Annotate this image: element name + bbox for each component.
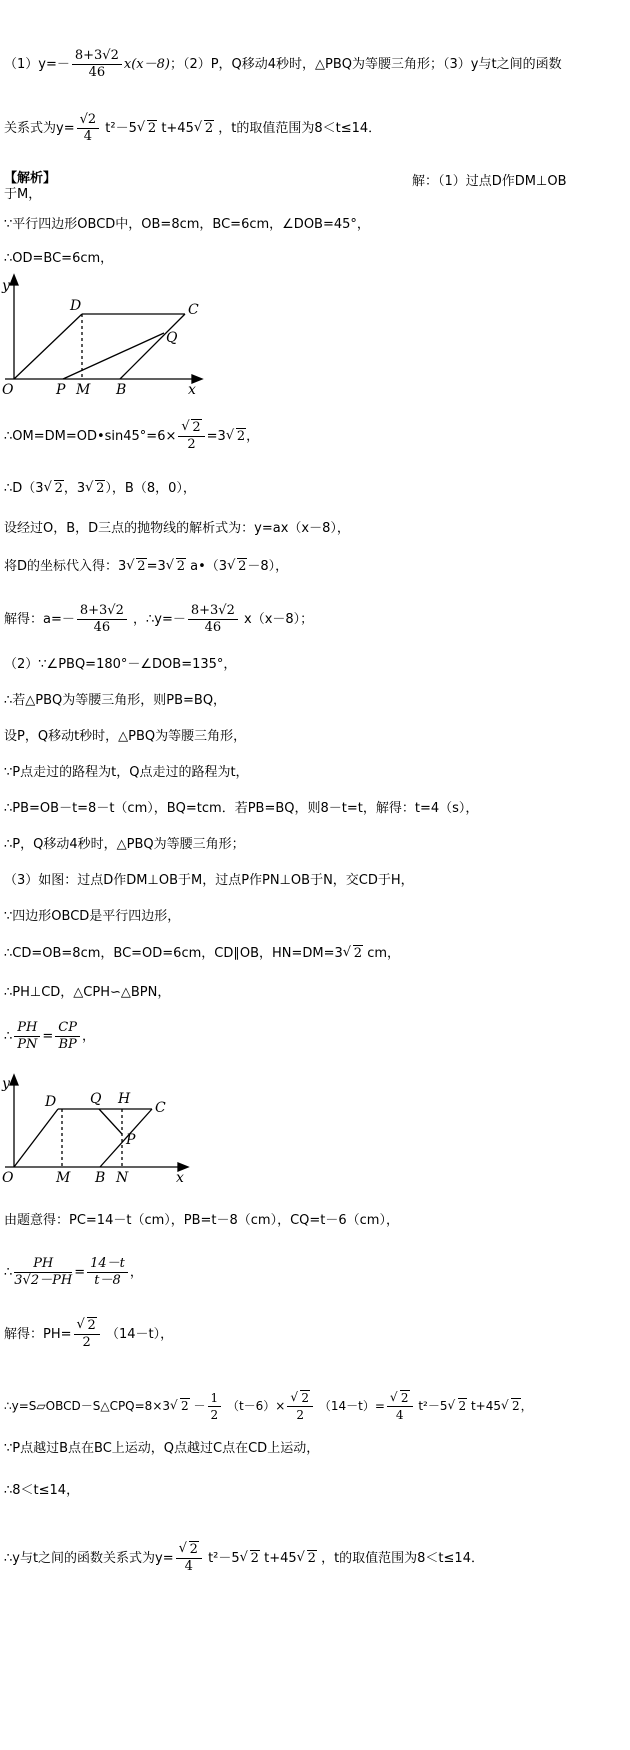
solution-text: ∵四边形OBCD是平行四边形， [4,909,181,924]
solution-line-ratio: ∴ $\frac{PH}{PN}$ = $\frac{CP}{BP}$ ， [4,1020,95,1052]
sqrt: √ 2 [126,558,146,576]
sqrt: √ 2 [194,120,214,138]
fig2-label-C: C [155,1100,166,1116]
fig2-label-O: O [2,1170,14,1186]
fraction: $\frac{8+3√2}{46}$ [77,603,127,636]
sqrt: √ 2 [166,558,186,576]
solution-line-om: ∴OM=DM=OD•sin45°=6× √ $\frac{2}{2}$ =3√ 2， [4,420,259,453]
fraction: $\frac{√2}{4}$ [77,112,100,145]
solution-text: ∴PB=OB－t=8－t（cm），BQ=tcm．若PB=BQ，则8－t=t，解得：t=4（s）， [4,801,479,816]
solution-text: ∴P，Q移动4秒时，△PBQ为等腰三角形； [4,837,245,852]
fig2-label-B: B [95,1170,106,1186]
fig1-label-B: B [116,382,127,398]
sqrt: √ 2 [227,558,247,576]
fig2-label-y: y [2,1076,10,1092]
solution-text: ∵平行四边形OBCD中，OB=8cm，BC=6cm，∠DOB=45°， [4,217,370,232]
fraction: √ $\frac{2}{2}$ [178,420,204,453]
solution-conclusion: ∴y与t之间的函数关系式为y= √ $\frac{2}{4}$ t²－5√ 2 t+45√ 2 ，t的取值范围为8＜t≤14． [4,1542,484,1575]
solution-text: 设P，Q移动t秒时，△PBQ为等腰三角形， [4,729,247,744]
fig2-label-P: P [126,1132,136,1148]
fig2-label-Q: Q [90,1091,102,1107]
fig2-label-D: D [45,1094,57,1110]
answer-text: （1）y=－ [4,57,70,72]
fig1-label-x: x [188,382,196,398]
solution-text: 于M， [4,187,42,202]
sqrt: √ 2 [226,428,246,446]
solution-text: （2）∵∠PBQ=180°－∠DOB=135°， [4,657,237,672]
solution-line-proportion: ∴ $\frac{PH}{3√2-PH}$ = $\frac{14-t}{t-8}$ ， [4,1256,143,1288]
fig2-label-M: M [56,1170,71,1186]
figure-2 [0,1072,210,1197]
fig2-label-N: N [116,1170,129,1186]
answer-line-1 [4,48,562,81]
solution-text: ∴OD=BC=6cm， [4,251,114,266]
fig1-label-P: P [56,382,66,398]
solution-line-substitute: 将D的坐标代入得：3√ 2=3√ 2 a•（3√ 2－8）， [4,558,288,576]
fig1-label-y: y [2,278,10,294]
fig2-label-H: H [118,1091,131,1107]
sqrt: √ 2 [85,480,105,498]
sqrt: √ 2 [137,120,157,138]
sqrt: √ 2 [44,480,64,498]
fig1-label-O: O [2,382,14,398]
solution-line-coords: ∴D（3√ 2，3√ 2），B（8，0）， [4,480,196,498]
answer-text: x(x－8) [123,57,170,72]
analysis-heading: 【解析】 [4,171,57,186]
fig1-label-Q: Q [166,330,178,346]
solution-line-a: 解得：a=－ $\frac{8+3√2}{46}$ ，∴y=－ $\frac{8+3√2}{46}$ x（x－8）； [4,603,314,635]
fig1-label-C: C [188,302,199,318]
fig2-label-x: x [176,1170,184,1186]
figure-1 [0,272,230,402]
fraction: $\frac{8+3√2}{46}$ [188,603,238,636]
solution-text: ∴若△PBQ为等腰三角形，则PB=BQ， [4,693,227,708]
solution-text: 由题意得：PC=14－t（cm），PB=t－8（cm），CQ=t－6（cm）， [4,1213,399,1228]
sqrt: √ 2 [343,945,363,963]
answer-text: ；（2）P，Q移动4秒时，△PBQ为等腰三角形；（3）y与t之间的函数 [169,57,562,72]
solution-start: 解：（1）过点D作DM⊥OB [412,174,567,189]
solution-text: ∴PH⊥CD，△CPH∽△BPN， [4,985,171,1000]
fraction: $\frac{8+3√2}{46}$ [72,48,122,81]
solution-text: 设经过O，B，D三点的抛物线的解析式为：y=ax（x－8）， [4,521,350,536]
fig1-label-D: D [70,298,82,314]
solution-line-cd: ∴CD=OB=8cm，BC=OD=6cm，CD∥OB，HN=DM=3√ 2 cm， [4,945,400,963]
solution-text: ∵P点走过的路程为t，Q点走过的路程为t， [4,765,249,780]
solution-line-y: ∴y=S▱OBCD－S△CPQ=8×3√ 2 － $\frac{1}{2}$ （t－6）× √ $\frac{2}{2}$ （14－t）= √ $\frac{2}{4}$ t²－5√ 2 t+45√ 2， [4,1390,533,1423]
fig1-label-M: M [76,382,91,398]
solution-text: ∵P点越过B点在BC上运动，Q点越过C点在CD上运动， [4,1441,320,1456]
solution-text: （3）如图：过点D作DM⊥OB于M，过点P作PN⊥OB于N，交CD于H， [4,873,414,888]
solution-text: ∴8＜t≤14， [4,1483,80,1498]
solution-line-ph: 解得：PH= √ $\frac{2}{2}$ （14－t）， [4,1318,173,1351]
answer-line-2: 关系式为y= $\frac{√2}{4}$ t²－5√ 2 t+45√ 2 ，t的取值范围为8＜t≤14． [4,112,381,145]
